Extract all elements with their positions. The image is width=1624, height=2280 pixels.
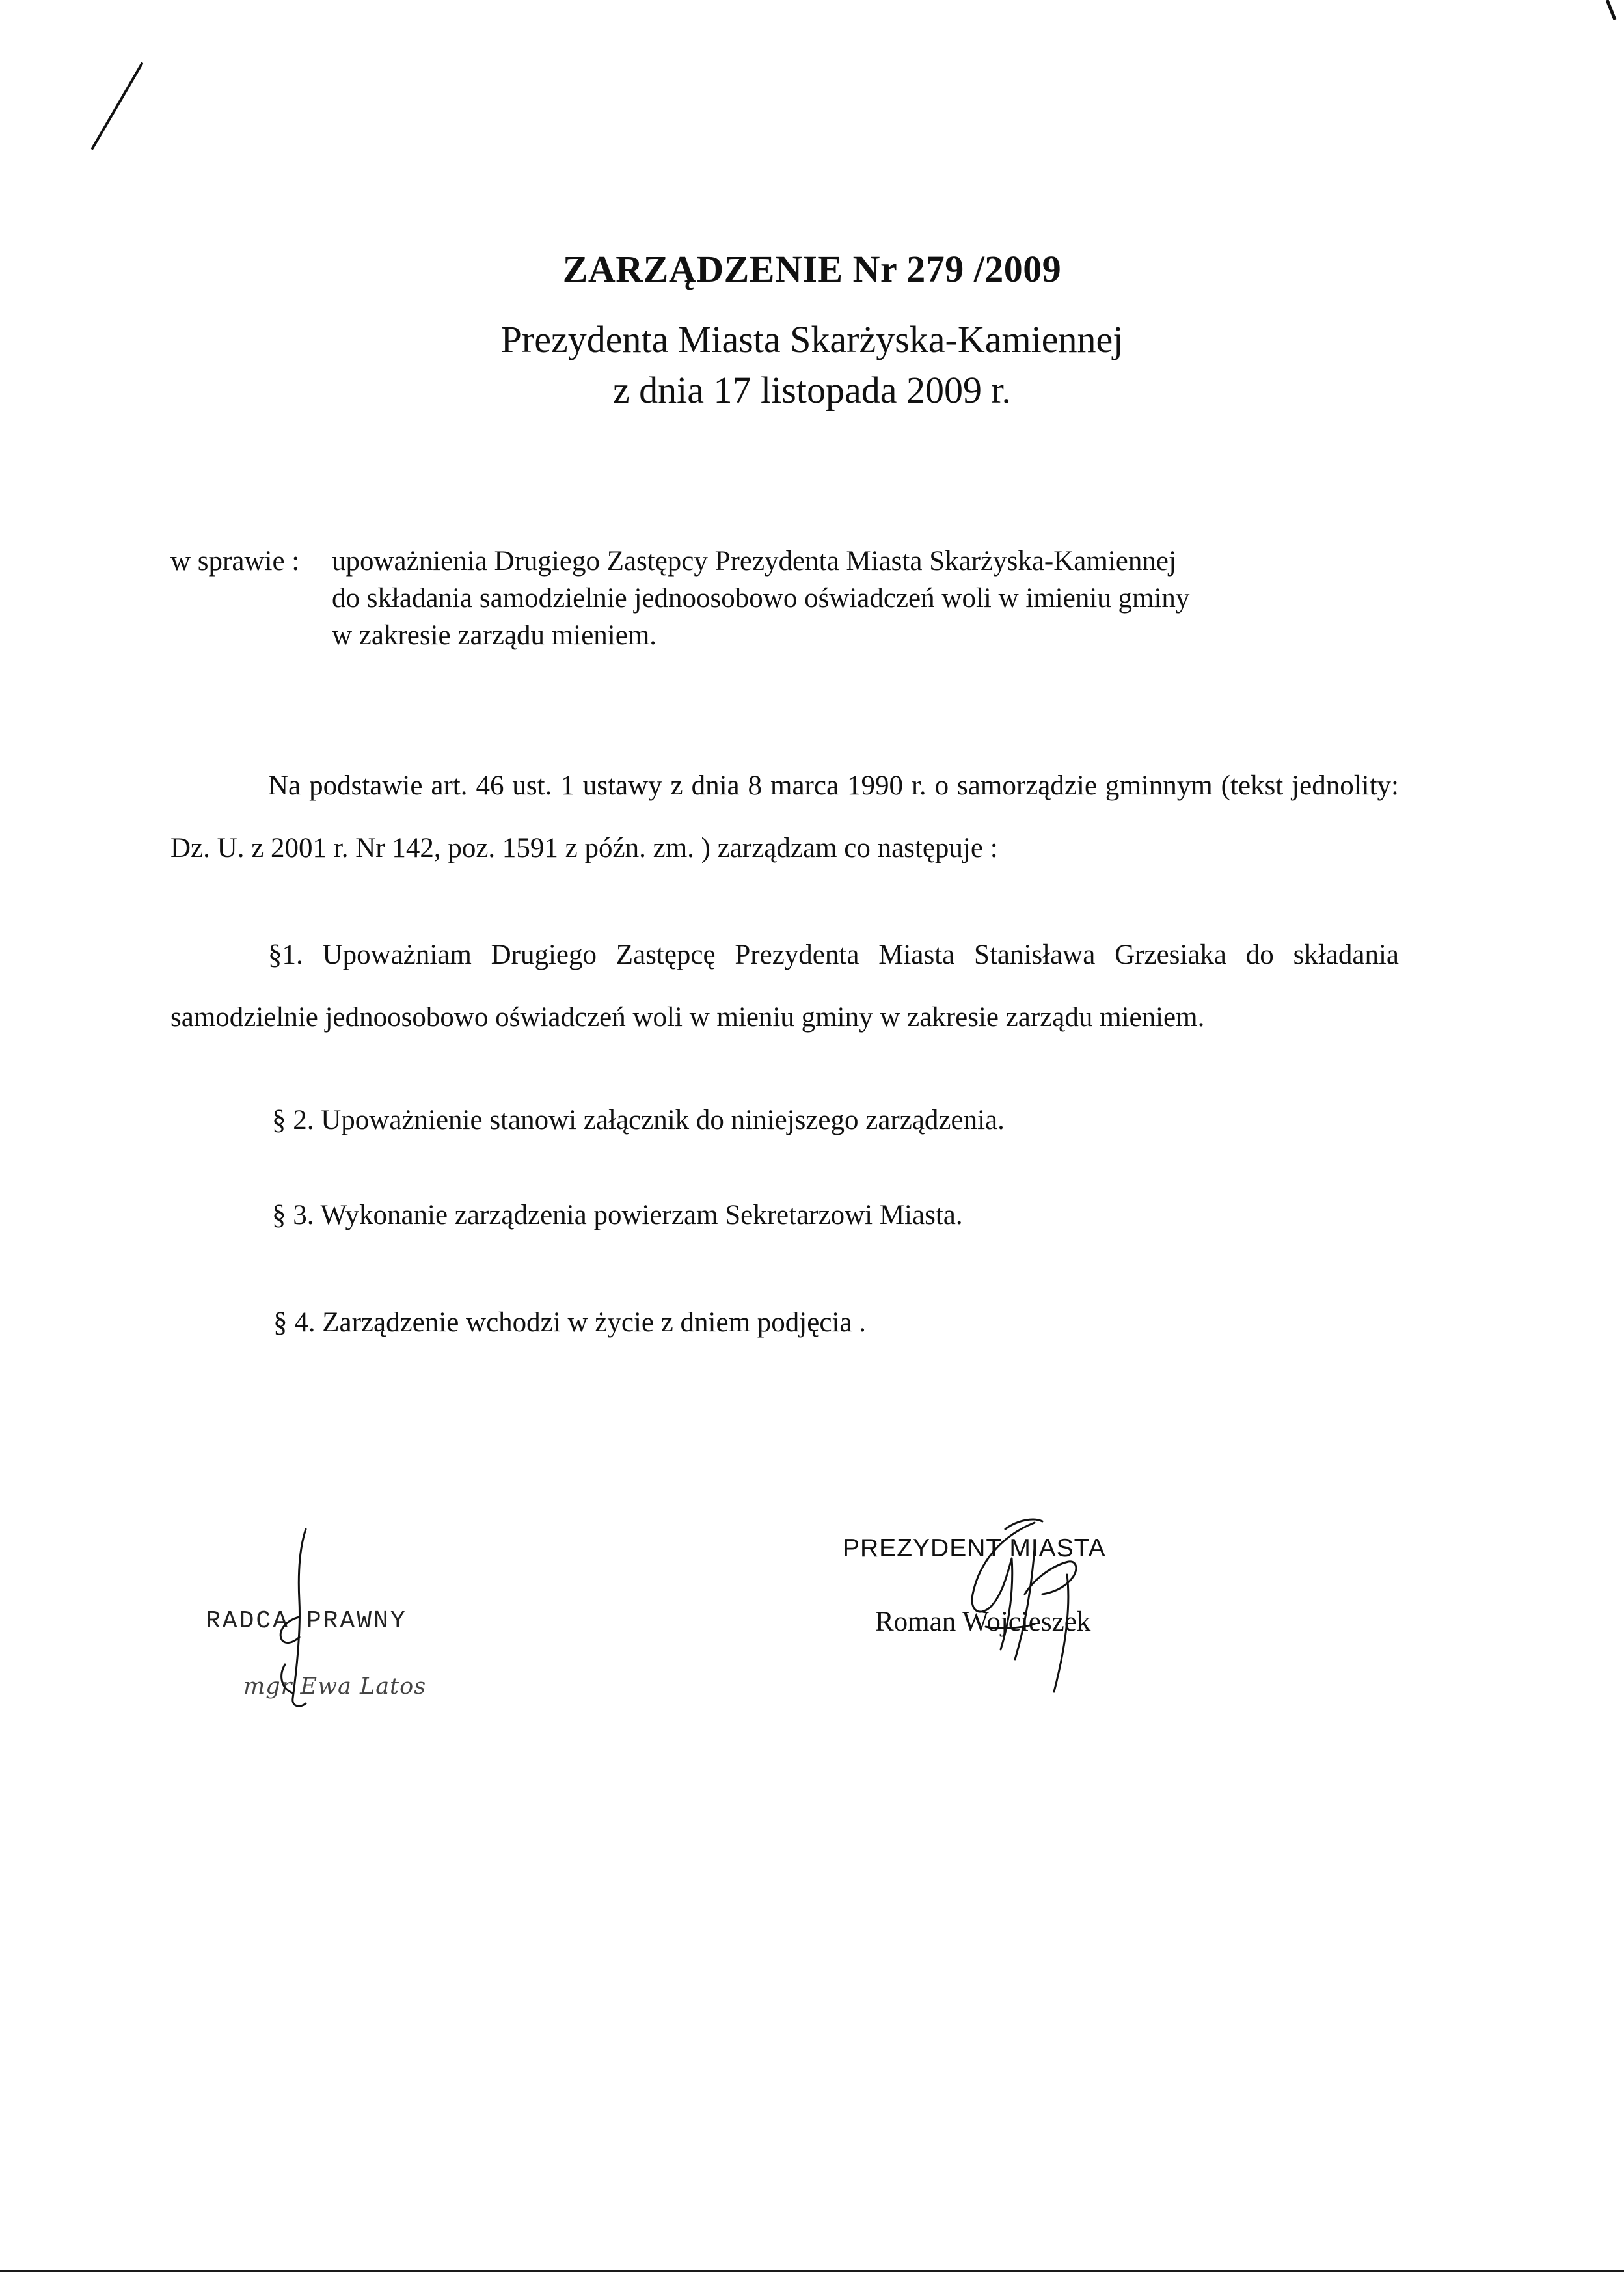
document-title: ZARZĄDZENIE Nr 279 /2009 xyxy=(562,248,1062,290)
president-signature xyxy=(839,1497,1204,1705)
president-name: Roman Wojcieszek xyxy=(875,1607,1091,1637)
document-date: z dnia 17 listopada 2009 r. xyxy=(612,369,1012,411)
subject-line: w zakresie zarządu mieniem. xyxy=(332,620,657,651)
legal-counsel-name: mgr Ewa Latos xyxy=(243,1674,427,1700)
legal-counsel-signature xyxy=(202,1523,592,1718)
legal-counsel-title: RADCA PRAWNY xyxy=(206,1607,407,1635)
scan-edge-mark xyxy=(1606,0,1624,26)
section-4-paragraph: § 4. Zarządzenie wchodzi w życie z dniem podjęcia . xyxy=(273,1307,866,1338)
president-title: PREZYDENT MIASTA xyxy=(843,1534,1106,1562)
subject-text xyxy=(332,543,1503,654)
legal-basis-paragraph: Na podstawie art. 46 ust. 1 ustawy z dnia 8 marca 1990 r. o samorządzie gminnym (tekst jednolity: Dz. U. z 2001 r. Nr 142, poz. 1591 z późn. zm. ) zarządzam co następuje : xyxy=(170,770,1399,863)
pen-stroke-mark xyxy=(78,59,156,156)
section-2-paragraph: § 2. Upoważnienie stanowi załącznik do niniejszego zarządzenia. xyxy=(272,1105,1005,1135)
document-issuer: Prezydenta Miasta Skarżyska-Kamiennej xyxy=(500,318,1124,360)
legal-counsel-stamp xyxy=(202,1523,592,1718)
section-1-paragraph: §1. Upoważniam Drugiego Zastępcę Prezydenta Miasta Stanisława Grzesiaka do składania samodzielnie jednoosobowo oświadczeń woli w mieniu gminy w zakresie zarządu mieniem. xyxy=(170,940,1399,1033)
subject-line: do składania samodzielnie jednoosobowo oświadczeń woli w imieniu gminy xyxy=(332,583,1190,614)
president-stamp xyxy=(839,1497,1204,1705)
subject-line: upoważnienia Drugiego Zastępcy Prezydenta Miasta Skarżyska-Kamiennej xyxy=(332,546,1176,577)
scan-bottom-edge xyxy=(0,2270,1624,2272)
section-3-paragraph: § 3. Wykonanie zarządzenia powierzam Sekretarzowi Miasta. xyxy=(272,1200,963,1230)
subject-label: w sprawie : xyxy=(170,546,300,577)
